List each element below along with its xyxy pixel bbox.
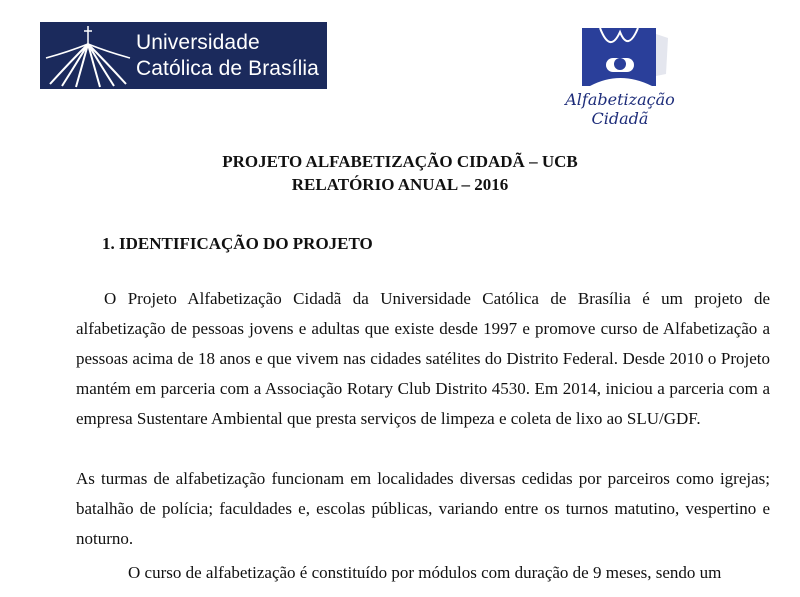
university-logo xyxy=(40,22,327,89)
university-name-line2: Católica de Brasília xyxy=(136,56,319,80)
university-name-line1: Universidade xyxy=(136,30,260,54)
document-subtitle: RELATÓRIO ANUAL – 2016 xyxy=(291,175,509,194)
paragraph-intro: O Projeto Alfabetização Cidadã da Universidade Católica de Brasília é um projeto de alfabetização de pessoas jovens e adultas que existe desde 1997 e promove curso de Alfabetização a pessoas acima de 18 anos e que vivem nas cidades satélites do Distrito Federal. Desde 2010 o Projeto mantém em parceria com a Associação Rotary Club Distrito 4530. Em 2014, iniciou a parceria com a empresa Sustentare Ambiental que presta serviços de limpeza e coleta de lixo ao SLU/GDF. xyxy=(76,289,770,428)
paragraph-classes: As turmas de alfabetização funcionam em localidades diversas cedidas por parceiros como igrejas; batalhão de polícia; faculdades e, escolas públicas, variando entre os turnos matutino, vespertino e noturno. xyxy=(76,469,770,548)
project-logo-icon xyxy=(540,24,700,90)
project-logo xyxy=(540,24,700,128)
project-logo-caption: Alfabetização Cidadã xyxy=(565,90,675,128)
paragraph-course: O curso de alfabetização é constituído por módulos com duração de 9 meses, sendo um xyxy=(128,563,722,582)
section-heading: 1. IDENTIFICAÇÃO DO PROJETO xyxy=(102,234,373,253)
document-title: PROJETO ALFABETIZAÇÃO CIDADÃ – UCB xyxy=(222,152,578,171)
university-name xyxy=(136,30,319,82)
cathedral-icon xyxy=(40,22,136,89)
